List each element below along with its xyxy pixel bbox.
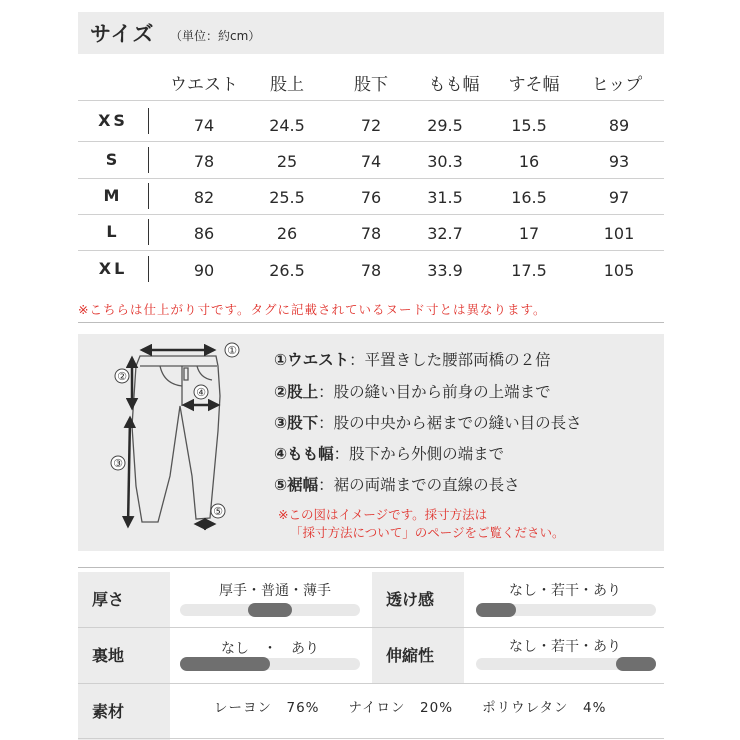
col-header-waist: ウエスト <box>170 75 238 95</box>
table-cell: 78 <box>360 224 382 243</box>
lining-label: 裏地 <box>78 628 170 684</box>
legend-desc: ：股下から外側の端まで <box>333 445 505 463</box>
table-cell: 16 <box>518 152 540 171</box>
thickness-options: 厚手・普通・薄手 <box>219 583 331 599</box>
legend-label: ②股上 <box>274 383 319 401</box>
section-divider <box>78 322 664 323</box>
pants-outline <box>132 356 220 522</box>
table-cell: 25.5 <box>269 188 305 207</box>
stretch-options: なし・若干・あり <box>509 639 621 655</box>
table-cell: 76 <box>360 188 382 207</box>
sheer-label: 透け感 <box>372 572 464 628</box>
attribute-row-divider <box>78 738 664 739</box>
material-value: レーヨン 76% ナイロン 20% ポリウレタン 4% <box>214 700 607 716</box>
size-label-xl: XL <box>98 259 128 278</box>
table-cell: 24.5 <box>269 116 305 135</box>
col-header-hip: ヒップ <box>591 75 643 95</box>
legend-inseam <box>274 411 582 433</box>
legend-desc: ：裾の両端までの直線の長さ <box>318 476 520 494</box>
table-cell: 33.9 <box>427 261 463 280</box>
legend-label: ①ウエスト <box>274 351 350 369</box>
row-divider <box>148 147 149 173</box>
table-cell: 32.7 <box>427 224 463 243</box>
legend-desc: ：股の縫い目から前身の上端まで <box>318 383 551 401</box>
table-cell: 26 <box>276 224 298 243</box>
row-divider <box>148 108 149 134</box>
row-divider <box>148 183 149 209</box>
pants-diagram <box>100 336 260 536</box>
material-label: 素材 <box>78 684 170 740</box>
marker-3-label: ③ <box>113 457 123 470</box>
table-cell: 15.5 <box>511 116 547 135</box>
size-title: サイズ <box>90 22 155 46</box>
size-header-bar <box>78 12 664 54</box>
thickness-slider-knob <box>248 603 292 617</box>
row-divider <box>148 219 149 245</box>
table-divider <box>78 178 664 179</box>
table-divider <box>78 250 664 251</box>
lining-options: なし ・ あり <box>221 641 319 657</box>
table-cell: 72 <box>360 116 382 135</box>
diagram-note-2: 「採寸方法について」のページをご覧ください。 <box>290 525 565 540</box>
legend-waist <box>274 348 551 370</box>
sheer-slider-track <box>476 604 656 616</box>
table-cell: 86 <box>193 224 215 243</box>
stretch-slider-track <box>476 658 656 670</box>
table-cell: 30.3 <box>427 152 463 171</box>
marker-5-label: ⑤ <box>213 505 223 518</box>
size-label-s: S <box>105 150 121 169</box>
marker-4-label: ④ <box>196 386 206 399</box>
table-cell: 105 <box>603 261 635 280</box>
thickness-label: 厚さ <box>78 572 170 628</box>
table-divider <box>78 214 664 215</box>
size-label-xs: XS <box>98 111 128 130</box>
size-label-l: L <box>106 222 120 241</box>
row-divider <box>148 256 149 282</box>
stretch-slider-knob <box>616 657 656 671</box>
legend-desc: ：股の中央から裾までの縫い目の長さ <box>318 414 582 432</box>
col-header-hem: すそ幅 <box>508 75 560 95</box>
table-divider <box>78 100 664 101</box>
table-divider <box>78 141 664 142</box>
diagram-note-1: ※この図はイメージです。採寸方法は <box>278 507 488 522</box>
sheer-slider-knob <box>476 603 516 617</box>
table-cell: 16.5 <box>511 188 547 207</box>
legend-label: ④もも幅 <box>274 445 334 463</box>
table-cell: 93 <box>608 152 630 171</box>
inseam-arrow <box>128 418 130 526</box>
table-cell: 78 <box>193 152 215 171</box>
sheer-options: なし・若干・あり <box>509 583 621 599</box>
thickness-slider-track <box>180 604 360 616</box>
col-header-thigh: もも幅 <box>428 75 480 95</box>
table-cell: 82 <box>193 188 215 207</box>
unit-label: （単位：約cm） <box>170 29 261 43</box>
table-cell: 17 <box>518 224 540 243</box>
finished-size-note: ※こちらは仕上がり寸です。タグに記載されているヌード寸とは異なります。 <box>78 302 547 317</box>
col-header-rise: 股上 <box>270 75 304 95</box>
legend-desc: ：平置きした腰部両橋の２倍 <box>349 351 551 369</box>
table-cell: 29.5 <box>427 116 463 135</box>
legend-hem <box>274 473 520 495</box>
table-cell: 101 <box>603 224 635 243</box>
legend-thigh <box>274 442 504 464</box>
lining-slider-track <box>180 658 360 670</box>
marker-1-label: ① <box>227 344 237 357</box>
table-cell: 26.5 <box>269 261 305 280</box>
table-cell: 97 <box>608 188 630 207</box>
marker-2-label: ② <box>117 370 127 383</box>
table-cell: 74 <box>360 152 382 171</box>
table-cell: 74 <box>193 116 215 135</box>
attribute-table-top <box>78 567 664 568</box>
stretch-label: 伸縮性 <box>372 628 464 684</box>
table-cell: 90 <box>193 261 215 280</box>
table-cell: 78 <box>360 261 382 280</box>
table-cell: 17.5 <box>511 261 547 280</box>
legend-label: ③股下 <box>274 414 319 432</box>
lining-slider-knob <box>180 657 270 671</box>
table-cell: 31.5 <box>427 188 463 207</box>
legend-label: ⑤裾幅 <box>274 476 319 494</box>
col-header-inseam: 股下 <box>354 75 388 95</box>
table-cell: 25 <box>276 152 298 171</box>
table-cell: 89 <box>608 116 630 135</box>
legend-rise <box>274 380 551 402</box>
size-label-m: M <box>103 186 123 205</box>
